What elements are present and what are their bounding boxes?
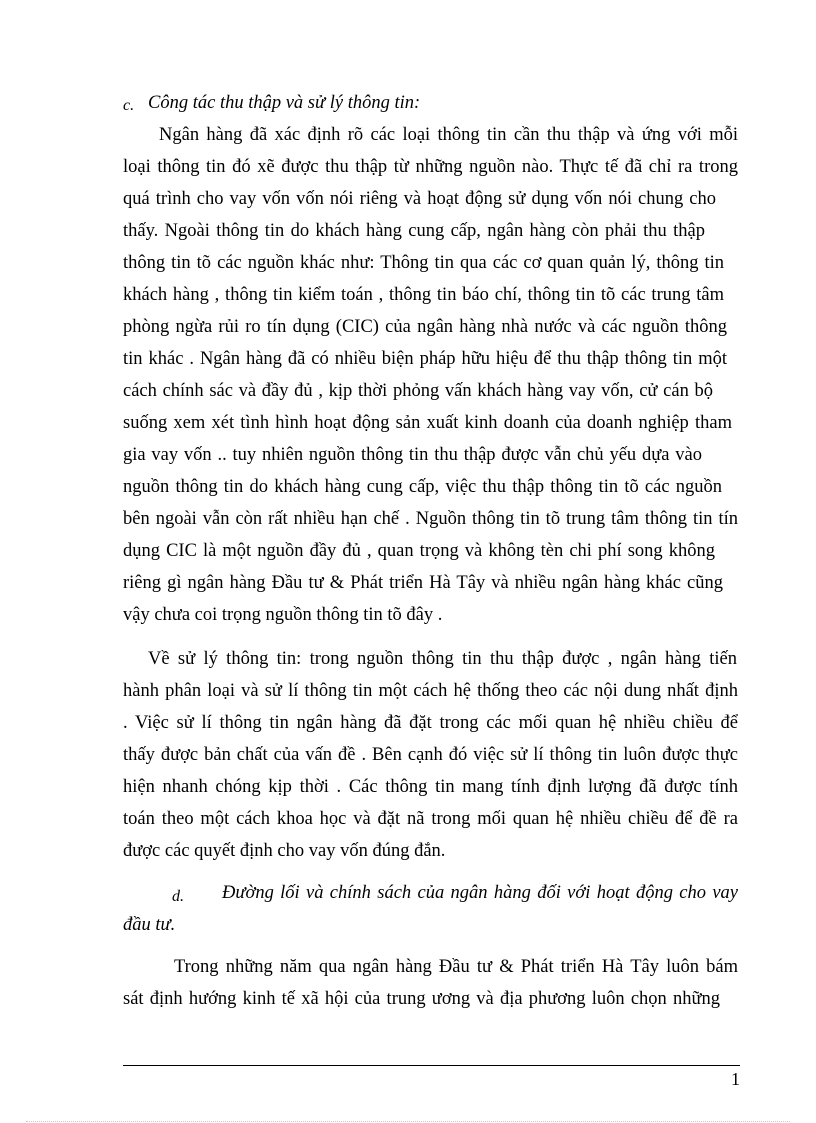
paragraph-2-line: thấy được bản chất của vấn đề . Bên cạnh đó việc sử lí thông tin luôn được thực (123, 745, 738, 765)
page-number: 1 (731, 1069, 740, 1089)
paragraph-2-line: được các quyết định cho vay vốn đúng đắn. (123, 841, 446, 861)
paragraph-1-line: loại thông tin đó xẽ được thu thập từ những nguồn nào. Thực tế đã chỉ ra trong (123, 157, 738, 177)
paragraph-2-line: toán theo một cách khoa học và đặt nã trong mối quan hệ nhiều chiều để đề ra (123, 809, 738, 829)
paragraph-1-line: riêng gì ngân hàng Đầu tư & Phát triển Hà Tây và nhiều ngân hàng khác cũng (123, 573, 723, 593)
paragraph-3-line: sát định hướng kinh tế xã hội của trung ương và địa phương luôn chọn những (123, 989, 720, 1009)
paragraph-1-line: Ngân hàng đã xác định rõ các loại thông tin cần thu thập và ứng với mỗi (159, 125, 738, 145)
section-c-title: Công tác thu thập và sử lý thông tin: (148, 93, 421, 113)
paragraph-1-line: vậy chưa coi trọng nguồn thông tin tõ đây . (123, 605, 443, 625)
section-d-title-continued: đầu tư. (123, 915, 176, 935)
paragraph-1-line: thấy. Ngoài thông tin do khách hàng cung cấp, ngân hàng còn phải thu thập (123, 221, 705, 241)
paragraph-1-line: dụng CIC là một nguồn đầy đủ , quan trọng và không tèn chi phí song không (123, 541, 715, 561)
section-d-title: Đường lối và chính sách của ngân hàng đối với hoạt động cho vay (222, 883, 738, 903)
paragraph-1-line: phòng ngừa rủi ro tín dụng (CIC) của ngân hàng nhà nước và các nguồn thông (123, 317, 727, 337)
paragraph-2-line: . Việc sử lí thông tin ngân hàng đã đặt trong các mối quan hệ nhiều chiều để (123, 713, 738, 733)
paragraph-1-line: nguồn thông tin do khách hàng cung cấp, việc thu thập thông tin tõ các nguồn (123, 477, 722, 497)
paragraph-1-line: bên ngoài vẫn còn rất nhiều hạn chế . Nguồn thông tin tõ trung tâm thông tin tín (123, 509, 738, 529)
paragraph-1-line: suống xem xét tình hình hoạt động sản xuất kinh doanh của doanh nghiệp tham (123, 413, 732, 433)
paragraph-3-line: Trong những năm qua ngân hàng Đầu tư & Phát triển Hà Tây luôn bám (174, 957, 738, 977)
paragraph-2-line: Về sử lý thông tin: trong nguồn thông tin thu thập được , ngân hàng tiến (148, 649, 737, 669)
paragraph-1-line: gia vay vốn .. tuy nhiên nguồn thông tin thu thập được vẫn chủ yếu dựa vào (123, 445, 702, 465)
paragraph-2-line: hiện nhanh chóng kịp thời . Các thông tin mang tính định lượng đã được tính (123, 777, 738, 797)
paragraph-1-line: thông tin tõ các nguồn khác như: Thông tin qua các cơ quan quản lý, thông tin (123, 253, 724, 273)
page-edge-dotted-line (26, 1121, 790, 1122)
paragraph-2-line: hành phân loại và sử lí thông tin một cách hệ thống theo các nội dung nhất định (123, 681, 738, 701)
footer-divider (123, 1065, 740, 1066)
paragraph-1-line: khách hàng , thông tin kiểm toán , thông tin báo chí, thông tin tõ các trung tâm (123, 285, 724, 305)
section-d-label: d. (172, 888, 184, 905)
paragraph-1-line: cách chính sác và đầy đủ , kịp thời phỏng vấn khách hàng vay vốn, cử cán bộ (123, 381, 713, 401)
paragraph-1-line: tin khác . Ngân hàng đã có nhiều biện pháp hữu hiệu để thu thập thông tin một (123, 349, 727, 369)
paragraph-1-line: quá trình cho vay vốn vốn nói riêng và hoạt động sử dụng vốn nói chung cho (123, 189, 716, 209)
section-c-label: c. (123, 97, 135, 114)
